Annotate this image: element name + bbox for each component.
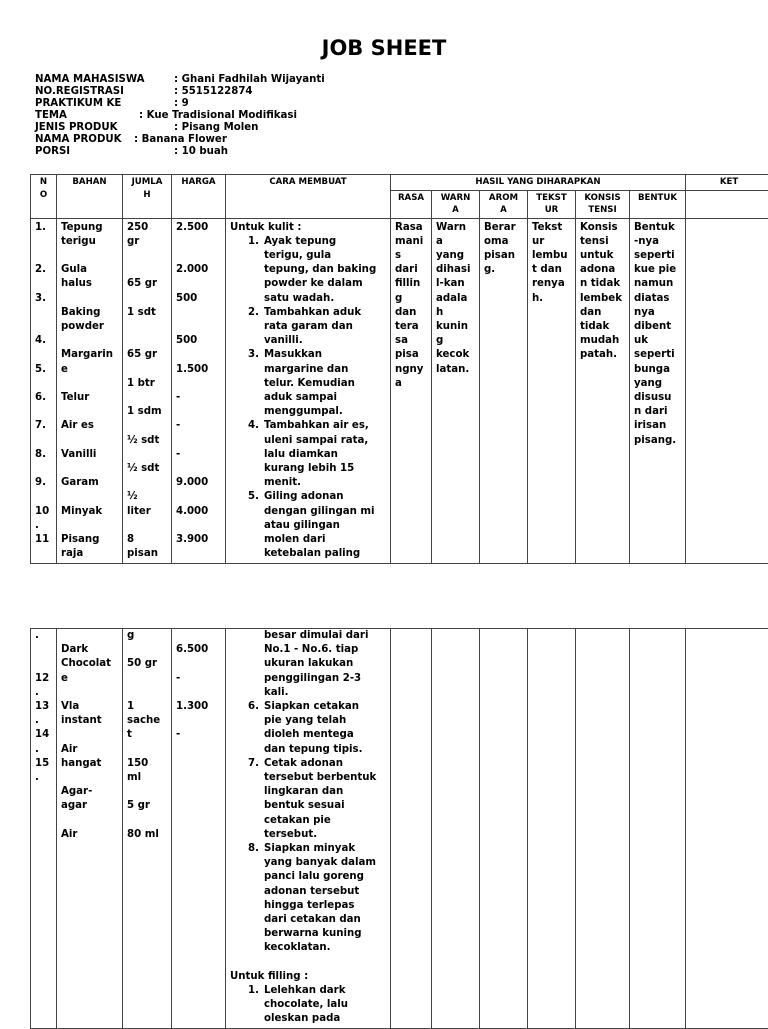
info-label: NO.REGISTRASI bbox=[35, 86, 124, 98]
cell-konsistensi: Konsis tensi untuk adona n tidak lembek dan tidak mudah patah. bbox=[576, 218, 630, 564]
step-number: 5. bbox=[248, 490, 259, 504]
cell-cara-membuat bbox=[226, 218, 391, 564]
cara-steps bbox=[230, 700, 386, 956]
cell-tekstur bbox=[528, 629, 576, 1029]
step-number: 7. bbox=[248, 757, 259, 771]
info-label: PRAKTIKUM KE bbox=[35, 98, 121, 110]
info-value: : Ghani Fadhilah Wijayanti bbox=[174, 74, 325, 86]
info-value: : Banana Flower bbox=[134, 134, 227, 146]
step-text: Masukkan margarine dan telur. Kemudian aduk sampai menggumpal. bbox=[264, 349, 355, 417]
info-label: TEMA bbox=[35, 110, 67, 122]
cell-tekstur: Tekst ur lembu t dan renya h. bbox=[528, 218, 576, 564]
col-bahan-header: BAHAN bbox=[57, 175, 123, 219]
step-text: Giling adonan dengan gilingan mi atau gilingan molen dari ketebalan paling bbox=[264, 491, 375, 559]
step-item bbox=[230, 419, 386, 490]
cara-steps bbox=[230, 235, 386, 562]
step-item bbox=[230, 842, 386, 956]
col-jumlah-header: JUMLA H bbox=[123, 175, 172, 219]
filling-intro: Untuk filling : bbox=[230, 970, 386, 984]
step-number: 3. bbox=[248, 348, 259, 362]
cell-aroma bbox=[480, 629, 528, 1029]
cell-jumlah: 250 gr 65 gr 1 sdt 65 gr 1 btr 1 sdm ½ sdt ½ sdt ½ liter 8 pisan bbox=[123, 218, 172, 564]
step-text: Siapkan cetakan pie yang telah dioleh mentega dan tepung tipis. bbox=[264, 701, 362, 755]
cell-jumlah: g 50 gr 1 sache t 150 ml 5 gr 80 ml bbox=[123, 629, 172, 1029]
step-item bbox=[230, 348, 386, 419]
step-text: Tambahkan aduk rata garam dan vanilli. bbox=[264, 307, 361, 346]
job-table-page-2 bbox=[30, 628, 768, 1029]
col-aroma-header: AROM A bbox=[480, 190, 528, 218]
cell-konsistensi bbox=[576, 629, 630, 1029]
step-text: Ayak tepung terigu, gula tepung, dan baking powder ke dalam satu wadah. bbox=[264, 236, 376, 304]
info-label: PORSI bbox=[35, 146, 70, 158]
info-value: : 5515122874 bbox=[174, 86, 253, 98]
cell-bahan: Dark Chocolat e Vla instant Air hangat Agar- agar Air bbox=[57, 629, 123, 1029]
cell-cara-membuat bbox=[226, 629, 391, 1029]
col-rasa-header: RASA bbox=[391, 190, 432, 218]
step-item bbox=[230, 700, 386, 757]
step-item bbox=[230, 235, 386, 306]
cell-no: . 12 . 13 . 14 . 15 . bbox=[31, 629, 57, 1029]
cell-harga: 2.500 2.000 500 500 1.500 - - - 9.000 4.000 3.900 bbox=[172, 218, 226, 564]
info-value: : 9 bbox=[174, 98, 189, 110]
cell-warna bbox=[432, 629, 480, 1029]
col-no-header: N O bbox=[31, 175, 57, 219]
job-table-page-1 bbox=[30, 174, 768, 564]
cell-warna: Warn a yang dihasi l-kan adala h kunin g kecok latan. bbox=[432, 218, 480, 564]
page-title: JOB SHEET bbox=[0, 34, 768, 62]
hasil-header: HASIL YANG DIHARAPKAN bbox=[391, 175, 686, 191]
col-konsistensi-header: KONSIS TENSI bbox=[576, 190, 630, 218]
cell-ket bbox=[686, 629, 768, 1029]
step-number: 2. bbox=[248, 306, 259, 320]
step-item bbox=[230, 306, 386, 349]
step-number: 8. bbox=[248, 842, 259, 856]
cell-aroma: Berar oma pisan g. bbox=[480, 218, 528, 564]
step-number: 1. bbox=[248, 235, 259, 249]
info-value: : Pisang Molen bbox=[174, 122, 258, 134]
info-label: NAMA MAHASISWA bbox=[35, 74, 145, 86]
col-tekstur-header: TEKST UR bbox=[528, 190, 576, 218]
col-cara-header: CARA MEMBUAT bbox=[226, 175, 391, 219]
cell-rasa: Rasa mani s dari fillin g dan tera sa pisa ngny a bbox=[391, 218, 432, 564]
step-text: Siapkan minyak yang banyak dalam panci lalu goreng adonan tersebut hingga terlepas dari cetakan dan berwarna kuning kecoklatan. bbox=[264, 843, 376, 953]
cell-harga: 6.500 - 1.300 - bbox=[172, 629, 226, 1029]
cell-ket bbox=[686, 218, 768, 564]
info-label: NAMA PRODUK bbox=[35, 134, 122, 146]
step-number: 4. bbox=[248, 419, 259, 433]
step-number: 1. bbox=[248, 984, 259, 998]
step-number: 6. bbox=[248, 700, 259, 714]
cell-rasa bbox=[391, 629, 432, 1029]
step-item bbox=[230, 490, 386, 561]
step-text: Cetak adonan tersebut berbentuk lingkaran dan bentuk sesuai cetakan pie tersebut. bbox=[264, 758, 376, 840]
cell-bentuk bbox=[630, 629, 686, 1029]
step-item bbox=[230, 984, 386, 1027]
info-value: : 10 buah bbox=[174, 146, 228, 158]
info-label: JENIS PRODUK bbox=[35, 122, 118, 134]
cara-intro: Untuk kulit : bbox=[230, 221, 386, 235]
col-harga-header: HARGA bbox=[172, 175, 226, 219]
cell-no: 1. 2. 3. 4. 5. 6. 7. 8. 9. 10 . 11 bbox=[31, 218, 57, 564]
col-warna-header: WARN A bbox=[432, 190, 480, 218]
step-text: Tambahkan air es, uleni sampai rata, lalu diamkan kurang lebih 15 menit. bbox=[264, 420, 369, 488]
cell-bentuk: Bentuk -nya seperti kue pie namun diatas nya dibent uk seperti bunga yang disusu n dari irisan pisang. bbox=[630, 218, 686, 564]
step-item bbox=[230, 757, 386, 842]
filling-steps bbox=[230, 984, 386, 1027]
col-ket-header: KET bbox=[686, 175, 768, 191]
info-value: : Kue Tradisional Modifikasi bbox=[139, 110, 297, 122]
step-text: Lelehkan dark chocolate, lalu oleskan pada bbox=[264, 985, 348, 1024]
cell-bahan: Tepung terigu Gula halus Baking powder Margarin e Telur Air es Vanilli Garam Minyak Pisang raja bbox=[57, 218, 123, 564]
col-bentuk-header: BENTUK bbox=[630, 190, 686, 218]
cara-continued: besar dimulai dari No.1 - No.6. tiap ukuran lakukan penggilingan 2-3 kali. bbox=[230, 629, 386, 700]
col-ket-subheader bbox=[686, 190, 768, 218]
